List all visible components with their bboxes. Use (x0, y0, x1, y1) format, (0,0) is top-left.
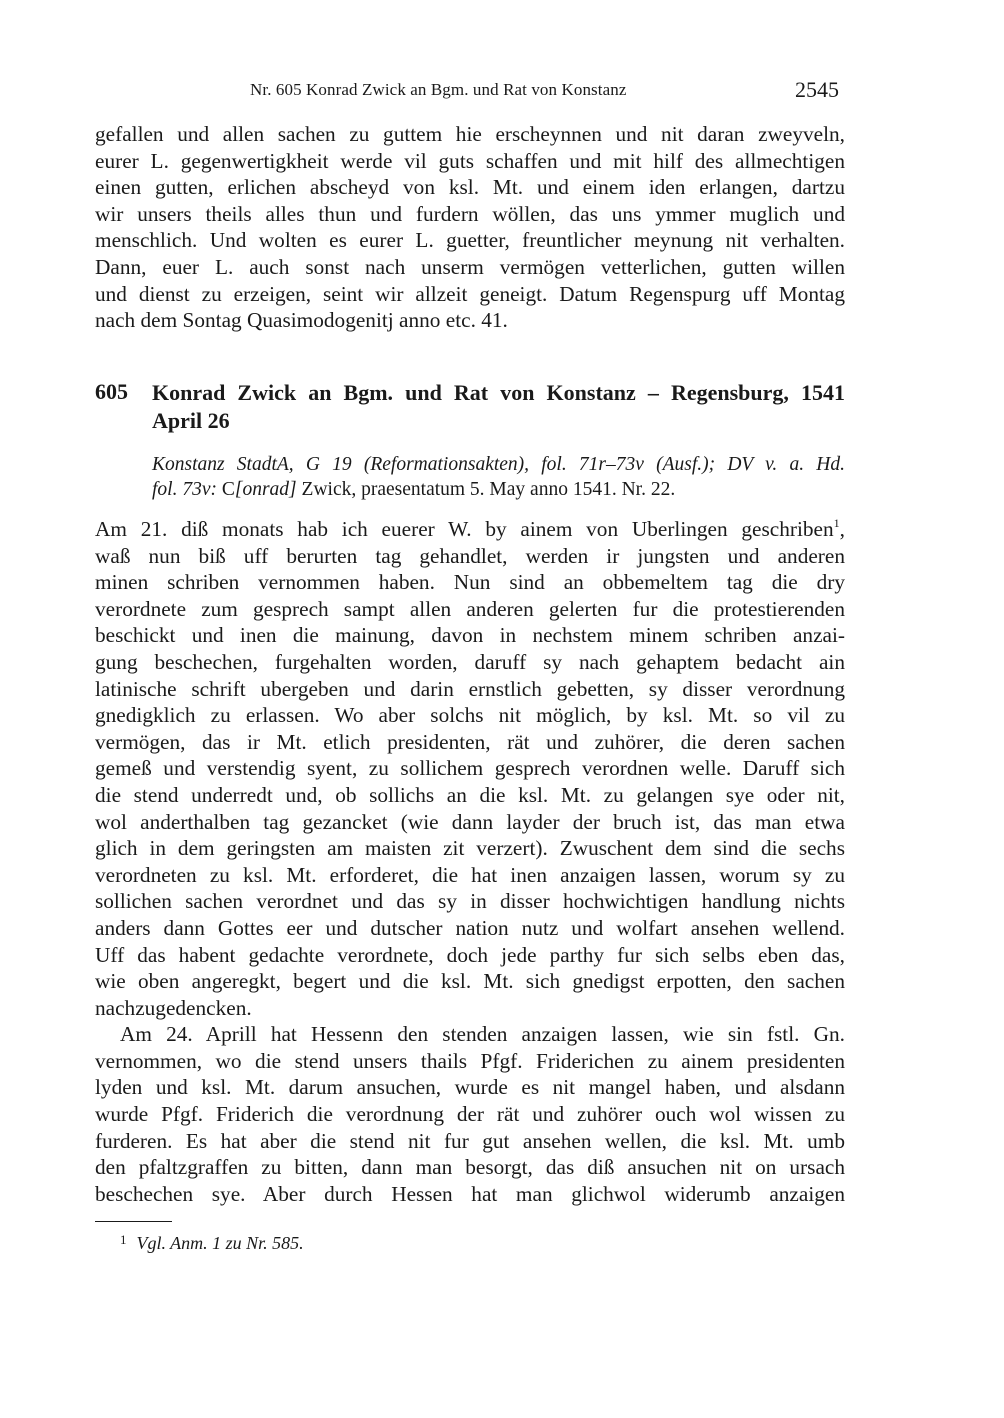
document-number: 605 (95, 379, 128, 404)
source-folio: fol. 73v: (152, 479, 217, 500)
source-editorial-expansion: [onrad] (234, 479, 297, 500)
text-line: Am 24. Aprill hat Hessenn den stenden anzaigen lassen, wie sin fstl. Gn. (120, 1022, 845, 1047)
source-note (152, 452, 845, 502)
text-line: nach dem Sontag Quasimodogenitj anno etc. 41. (95, 308, 508, 333)
text-line (95, 516, 845, 543)
text-line: vernommen, wo die stend unsers thails Pfgf. Friderichen zu ainem presidenten (95, 1048, 845, 1073)
source-text: Zwick, praesentatum 5. May anno 1541. Nr. 22. (296, 479, 676, 500)
text-line: menschlich. Und wolten es eurer L. guetter, freuntlicher meynung nit verhalten. (95, 228, 845, 253)
heading-line: April 26 (152, 407, 230, 433)
text-line: beschechen sye. Aber durch Hessen hat man glichwol widerumb anzaigen (95, 1181, 845, 1206)
text-line: Uff das habent gedachte verordnete, doch jede parthy fur sich selbs eben das, (95, 942, 845, 967)
text-line: beschickt und inen die mainung, davon in nechstem minem schriben anzai- (95, 623, 845, 648)
text-line: sollichen sachen verordnet und das sy in disser hochwichtigen handlung nichts (95, 889, 845, 914)
text-line: nachzugedencken. (95, 995, 252, 1020)
text-line: waß nun biß uff berurten tag gehandlet, werden ir jungsten und anderen (95, 543, 845, 568)
continuation-paragraph (95, 121, 845, 334)
first-line-end: , (839, 517, 845, 541)
footnote-mark: 1 (120, 1232, 127, 1247)
text-line: glich in dem geringsten am maisten zit verzert). Zwuschent dem sind die sechs (95, 836, 845, 861)
source-line: Konstanz StadtA, G 19 (Reformationsakten), fol. 71r–73v (Ausf.); DV v. a. Hd. (152, 454, 845, 475)
text-line: wol anderthalben tag gezancket (wie dann layder der bruch ist, das man etwa (95, 809, 845, 834)
text-line: lyden und ksl. Mt. darum ansuchen, wurde es nit mangel haben, und alsdann (95, 1075, 845, 1100)
text-line: Dann, euer L. auch sonst nach unserm vermögen vetterlichen, gutten willen (95, 254, 845, 279)
source-line (152, 477, 845, 502)
text-line: wurde Pfgf. Friderich die verordnung der rät und zuhörer ouch wol wissen zu (95, 1102, 845, 1127)
text-line: verordneten zu ksl. Mt. erforderet, die hat inen anzaigen lassen, worum sy zu (95, 862, 845, 887)
text-line: gefallen und allen sachen zu guttem hie erscheynnen und nit daran zweyveln, (95, 122, 845, 146)
footnote-divider (95, 1221, 172, 1222)
running-title: Nr. 605 Konrad Zwick an Bgm. und Rat von Konstanz (250, 80, 627, 99)
footnote-text: Vgl. Anm. 1 zu Nr. 585. (136, 1233, 304, 1253)
text-line: latinische schrift ubergeben und darin ernstlich gebetten, sy disser verordnung (95, 676, 845, 701)
letter-body (95, 516, 845, 1207)
footnote-reference: 1 (833, 516, 840, 530)
heading-line: Konrad Zwick an Bgm. und Rat von Konstanz – Regensburg, 1541 (152, 380, 845, 405)
text-line: gnedigklich zu erlassen. Wo aber solchs nit möglich, by ksl. Mt. so vil zu (95, 703, 845, 728)
text-line: und dienst zu erzeigen, seint wir allzeit geneigt. Datum Regenspurg uff Montag (95, 281, 845, 306)
text-line: gung beschechen, furgehalten worden, daruff sy nach gehaptem bedacht ain (95, 649, 845, 674)
text-line: eurer L. gegenwertigkheit werde vil guts schaffen und mit hilf des allmechtigen (95, 148, 845, 173)
document-heading (152, 379, 845, 434)
text-line: wie oben angeregkt, begert und die ksl. Mt. sich gnedigst erpotten, den sachen (95, 969, 845, 994)
text-line: minen schriben vernommen haben. Nun sind an obbemeltem tag die dry (95, 570, 845, 595)
source-text: C (216, 479, 235, 500)
text-line: wir unsers theils alles thun und furdern wöllen, das uns ymmer muglich und (95, 201, 845, 226)
footnote (120, 1228, 304, 1255)
text-line: vermögen, das ir Mt. etlich presidenten, rät und zuhörer, die deren sachen (95, 729, 845, 754)
page-number: 2545 (795, 77, 839, 102)
text-line: die stend underredt und, ob sollichs an die ksl. Mt. zu gelangen sye oder nit, (95, 782, 845, 807)
text-line: furderen. Es hat aber die stend nit fur gut ansehen wellen, die ksl. Mt. umb (95, 1128, 845, 1153)
text-line: einen gutten, erlichen abscheyd von ksl. Mt. und einem iden erlangen, dartzu (95, 175, 845, 200)
text-line: verordnete zum gesprech sampt allen anderen gelerten fur die protestierenden (95, 596, 845, 621)
text-line: gemeß und verstendig syent, zu sollichem gesprech verordnen welle. Daruff sich (95, 756, 845, 781)
first-line-text: Am 21. diß monats hab ich euerer W. by ainem von Uberlingen geschriben (95, 517, 834, 541)
text-line: anders dann Gottes eer und dutscher nation nutz und wolfart ansehen wellend. (95, 915, 845, 940)
text-line: den pfaltzgraffen zu bitten, dann man besorgt, das diß ansuchen nit on ursach (95, 1155, 845, 1180)
